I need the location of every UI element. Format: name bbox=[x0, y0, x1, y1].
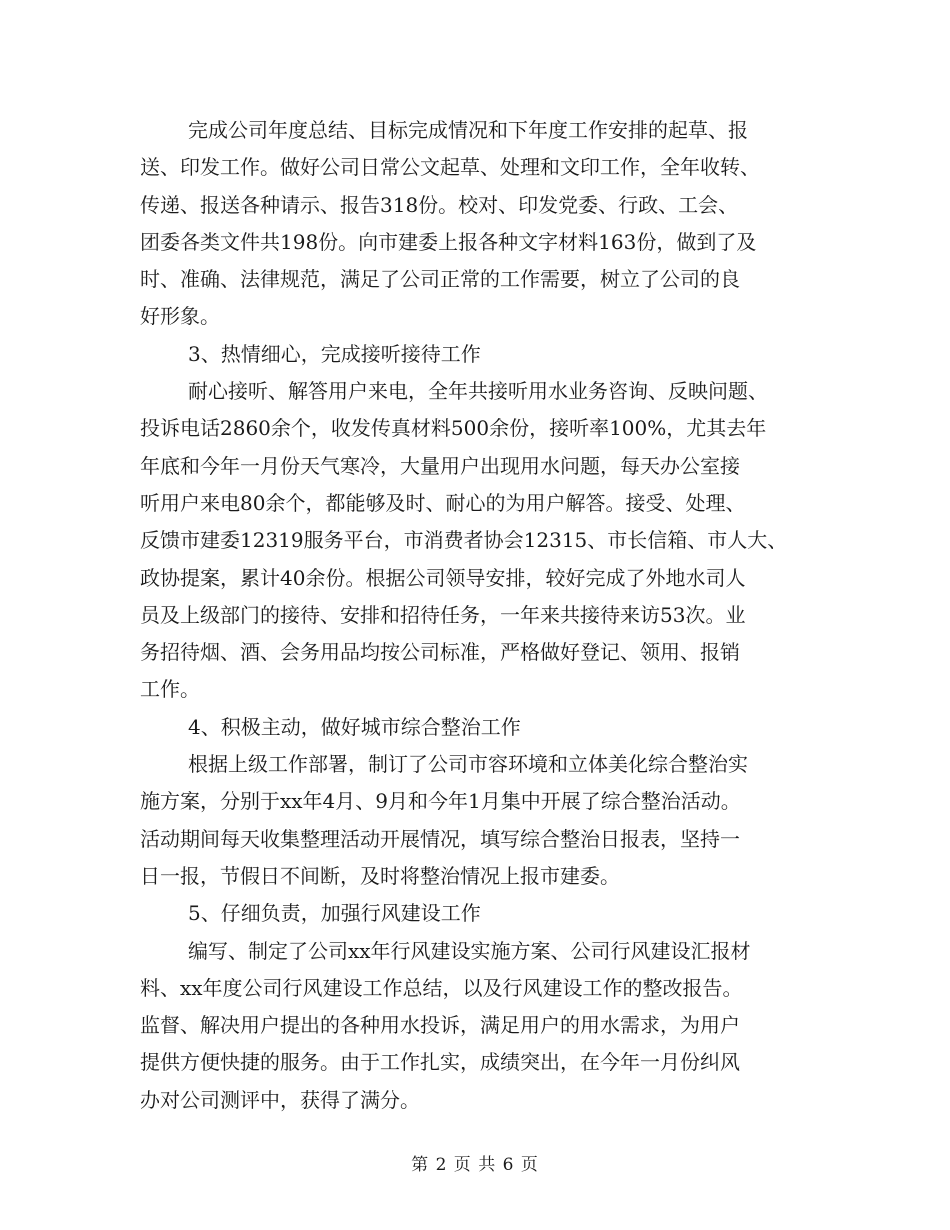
paragraph-line: 时、准确、法律规范，满足了公司正常的工作需要，树立了公司的良 bbox=[140, 267, 740, 292]
paragraph-line: 送、印发工作。做好公司日常公文起草、处理和文印工作，全年收转、 bbox=[140, 155, 760, 180]
paragraph-line: 团委各类文件共198份。向市建委上报各种文字材料163份，做到了及 bbox=[140, 229, 757, 254]
paragraph-line: 反馈市建委12319服务平台，市消费者协会12315、市长信箱、市人大、 bbox=[140, 528, 788, 553]
paragraph-line: 根据上级工作部署，制订了公司市容环境和立体美化综合整治实 bbox=[188, 752, 748, 777]
document-body bbox=[140, 112, 830, 1119]
paragraph-line: 传递、报送各种请示、报告318份。校对、印发党委、行政、工会、 bbox=[140, 192, 739, 217]
section-heading-5: 5、仔细负责，加强行风建设工作 bbox=[188, 901, 481, 926]
paragraph-line: 活动期间每天收集整理活动开展情况，填写综合整治日报表，坚持一 bbox=[140, 826, 740, 851]
paragraph-line: 提供方便快捷的服务。由于工作扎实，成绩突出，在今年一月份纠风 bbox=[140, 1050, 740, 1075]
section-heading-3: 3、热情细心，完成接听接待工作 bbox=[188, 341, 481, 366]
section-heading-4: 4、积极主动，做好城市综合整治工作 bbox=[188, 714, 521, 739]
paragraph-line: 耐心接听、解答用户来电，全年共接听用水业务咨询、反映问题、 bbox=[188, 379, 768, 404]
paragraph-line: 听用户来电80余个，都能够及时、耐心的为用户解答。接受、处理、 bbox=[140, 490, 746, 515]
paragraph-line: 务招待烟、酒、会务用品均按公司标准，严格做好登记、领用、报销 bbox=[140, 640, 740, 665]
paragraph-line: 料、xx年度公司行风建设工作总结，以及行风建设工作的整改报告。 bbox=[140, 975, 743, 1000]
paragraph-line: 工作。 bbox=[140, 677, 200, 702]
paragraph-line: 政协提案，累计40余份。根据公司领导安排，较好完成了外地水司人 bbox=[140, 565, 746, 590]
paragraph-line: 办对公司测评中，获得了满分。 bbox=[140, 1087, 420, 1112]
paragraph-line: 编写、制定了公司xx年行风建设实施方案、公司行风建设汇报材 bbox=[188, 938, 751, 963]
paragraph-line: 年底和今年一月份天气寒冷，大量用户出现用水问题，每天办公室接 bbox=[140, 453, 740, 478]
page-number-footer: 第 2 页 共 6 页 bbox=[411, 1155, 539, 1175]
paragraph-line: 员及上级部门的接待、安排和招待任务，一年来共接待来访53次。业 bbox=[140, 602, 746, 627]
paragraph-line: 施方案，分别于xx年4月、9月和今年1月集中开展了综合整治活动。 bbox=[140, 789, 741, 814]
paragraph-line: 投诉电话2860余个，收发传真材料500余份，接听率100%，尤其去年 bbox=[140, 416, 767, 441]
paragraph-line: 日一报，节假日不间断，及时将整治情况上报市建委。 bbox=[140, 863, 620, 888]
paragraph-line: 监督、解决用户提出的各种用水投诉，满足用户的用水需求，为用户 bbox=[140, 1013, 740, 1038]
paragraph-line: 完成公司年度总结、目标完成情况和下年度工作安排的起草、报 bbox=[188, 118, 748, 142]
paragraph-line: 好形象。 bbox=[140, 304, 220, 329]
